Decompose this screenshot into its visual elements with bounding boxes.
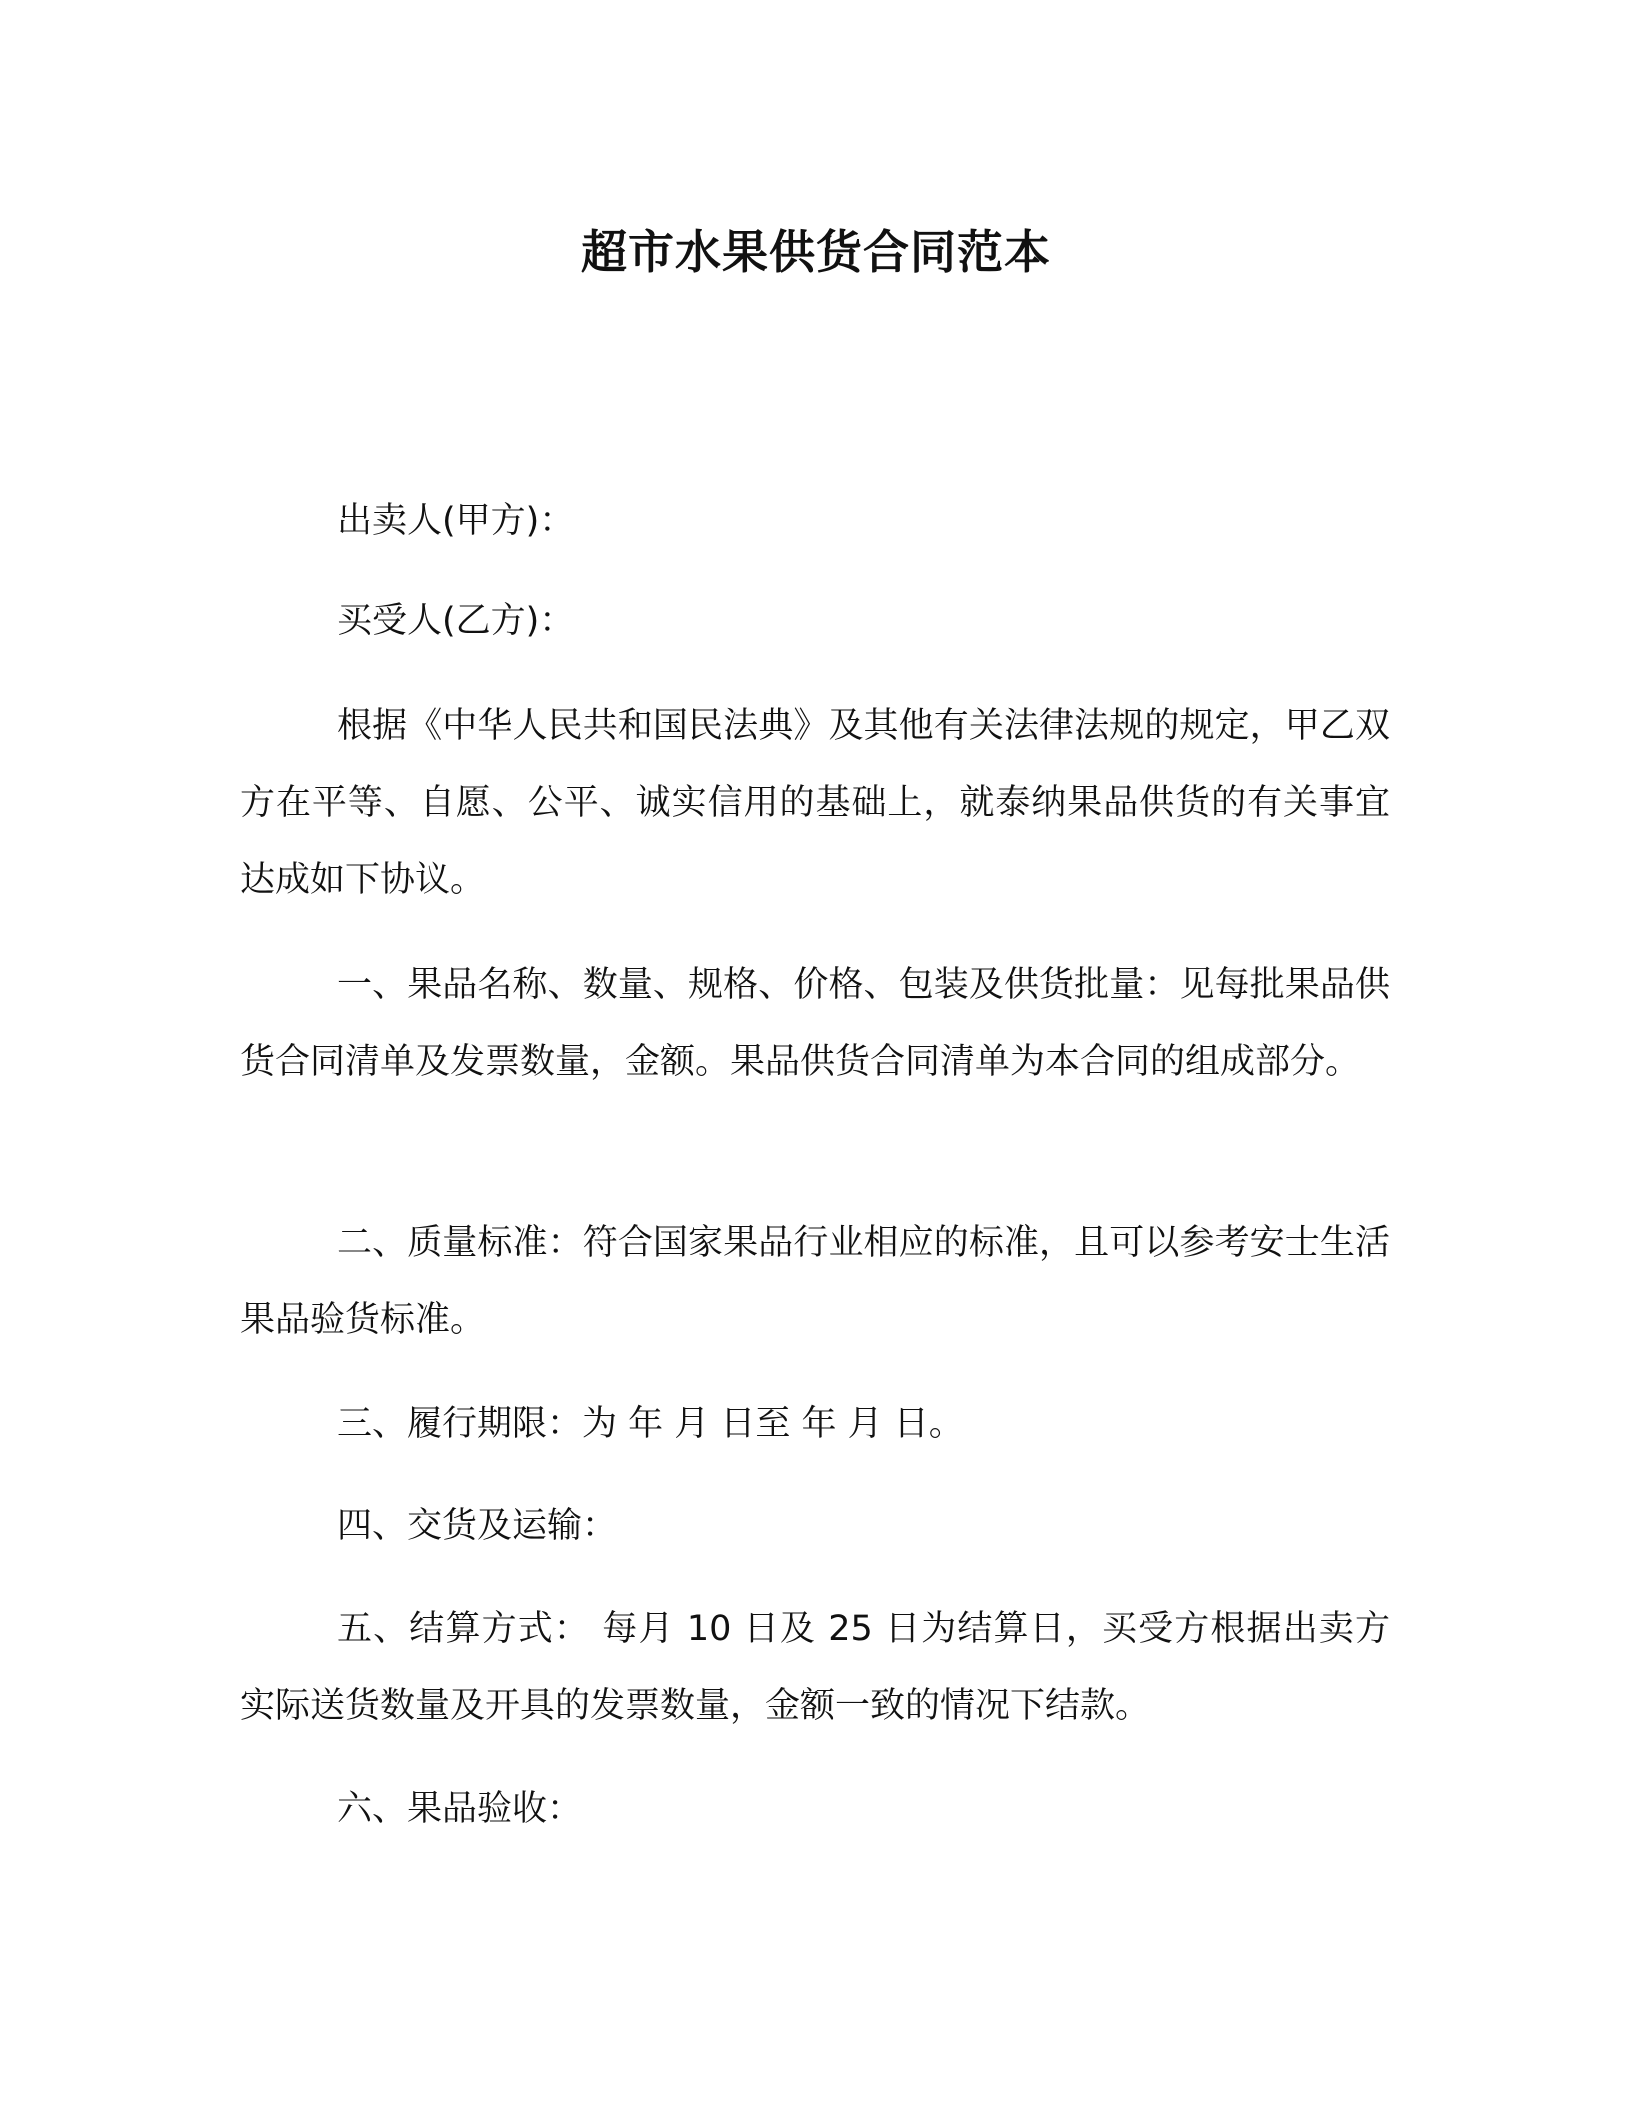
paragraph-clause-2: 二、质量标准：符合国家果品行业相应的标准，且可以参考安士生活果品验货标准。 — [240, 1223, 1390, 1340]
paragraph-clause-6: 六、果品验收： — [337, 1789, 583, 1829]
paragraph-seller: 出卖人(甲方)： — [337, 501, 575, 541]
paragraph-clause-5: 五、结算方式： 每月 10 日及 25 日为结算日，买受方根据出卖方实际送货数量及开具的发票数量，金额一致的情况下结款。 — [240, 1609, 1390, 1726]
paragraph-clause-1: 一、果品名称、数量、规格、价格、包装及供货批量：见每批果品供货合同清单及发票数量，金额。果品供货合同清单为本合同的组成部分。 — [240, 965, 1390, 1082]
paragraph-clause-3: 三、履行期限：为 年 月 日至 年 月 日。 — [337, 1404, 964, 1444]
paragraph-clause-4: 四、交货及运输： — [337, 1506, 618, 1546]
paragraph-preamble: 根据《中华人民共和国民法典》及其他有关法律法规的规定，甲乙双方在平等、自愿、公平、诚实信用的基础上，就泰纳果品供货的有关事宜达成如下协议。 — [240, 706, 1390, 900]
paragraph-buyer: 买受人(乙方)： — [337, 601, 575, 641]
document-title: 超市水果供货合同范本 — [581, 225, 1051, 279]
